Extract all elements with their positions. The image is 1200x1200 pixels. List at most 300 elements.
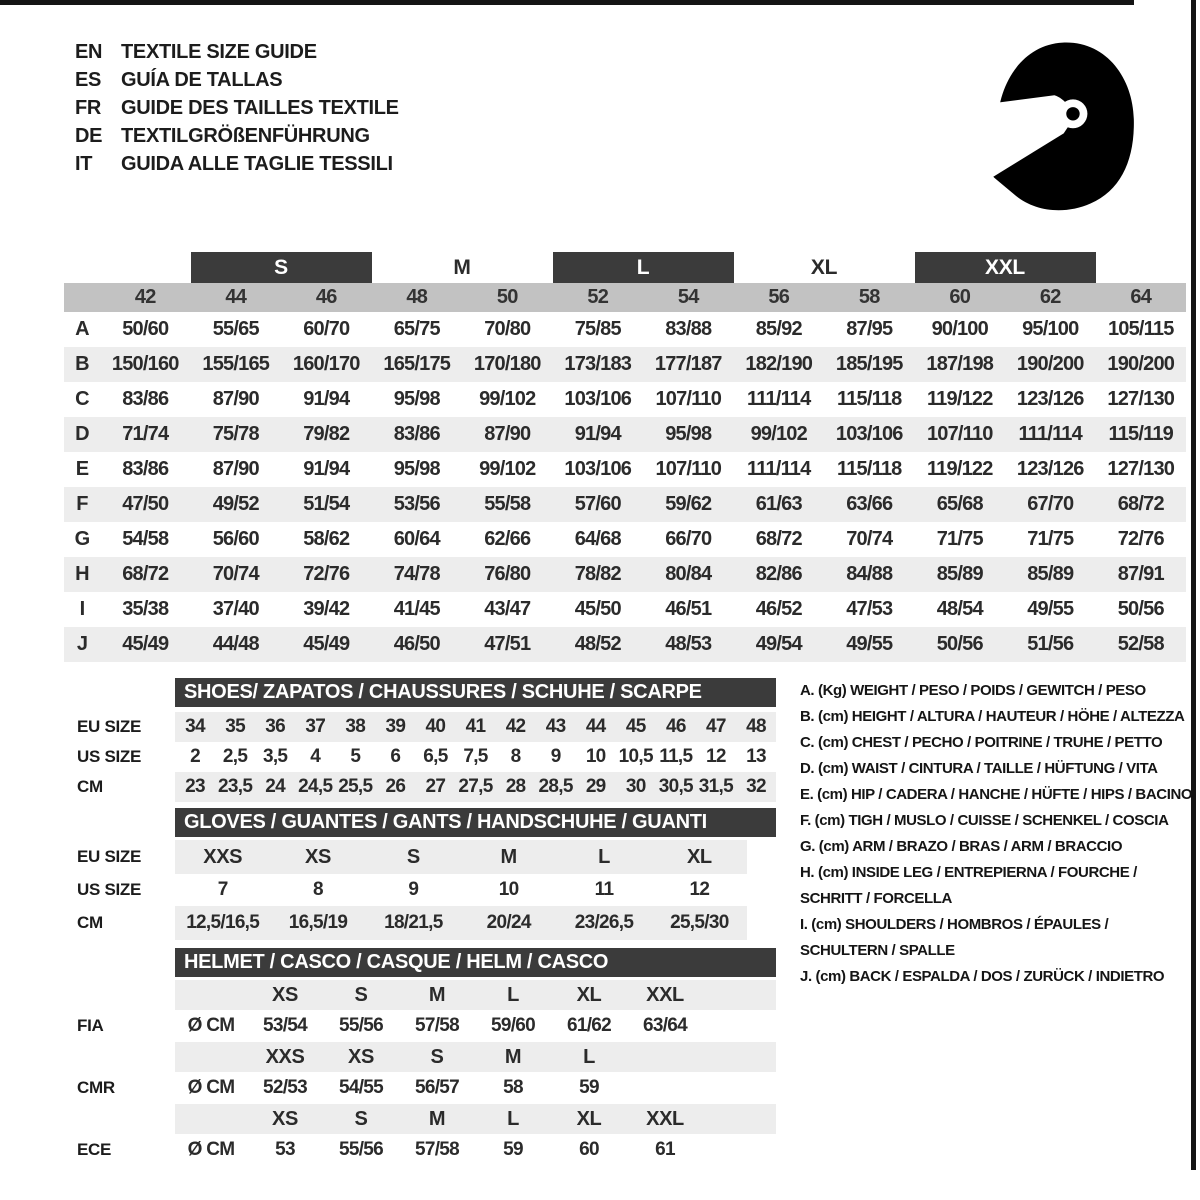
measurement-row-I	[64, 592, 1186, 627]
row-letter: G	[74, 528, 90, 550]
size-value-cell: 127/130	[1107, 388, 1175, 410]
language-label: GUIDA ALLE TAGLIE TESSILI	[121, 153, 393, 175]
size-cell: 44	[585, 716, 606, 737]
size-value-cell: 87/90	[212, 458, 259, 480]
helmet-value-cell: 57/58	[414, 1139, 460, 1160]
size-value-cell: 50/60	[122, 318, 169, 340]
size-value-cell: 107/110	[926, 423, 993, 445]
gloves-title-bar: GLOVES / GUANTES / GANTS / HANDSCHUHE / GUANTI	[175, 808, 776, 837]
size-value-cell: 46/50	[393, 633, 440, 655]
size-value-cell: 173/183	[564, 353, 632, 375]
helmet-value-cell: 56/57	[414, 1077, 460, 1098]
size-value-cell: 95/100	[1022, 318, 1079, 340]
size-value-cell: 58/62	[303, 528, 350, 550]
measurement-row-D	[64, 417, 1186, 452]
size-value-cell: 107/110	[655, 458, 722, 480]
legend-line: G. (cm) ARM / BRAZO / BRAS / ARM / BRACCIO	[800, 838, 1123, 855]
language-code: EN	[75, 41, 103, 63]
size-value-cell: 123/126	[1016, 388, 1084, 410]
numeric-size-cell: 64	[1130, 286, 1152, 308]
shoes-us-label: US SIZE	[77, 747, 142, 766]
numeric-size-cell: 46	[315, 286, 337, 308]
size-group-s: S	[191, 252, 372, 283]
size-value-cell: 119/122	[926, 388, 993, 410]
size-value-cell: 103/106	[835, 423, 903, 445]
size-cell: L	[598, 845, 610, 868]
size-value-cell: 50/56	[936, 633, 983, 655]
legend-line: SCHULTERN / SPALLE	[800, 942, 955, 959]
size-cell: 3,5	[262, 746, 288, 767]
helmet-ece-sizes-row	[175, 1104, 776, 1134]
language-title-list	[75, 38, 399, 178]
row-letter: F	[76, 493, 88, 515]
numeric-size-cell: 42	[134, 286, 156, 308]
legend-line: D. (cm) WAIST / CINTURA / TAILLE / HÜFTUNG / VITA	[800, 760, 1158, 777]
size-value-cell: 71/75	[1027, 528, 1074, 550]
size-value-cell: 46/52	[755, 598, 802, 620]
gloves-eu-row	[175, 840, 747, 874]
size-value-cell: 47/51	[484, 633, 531, 655]
size-cell: 18/21,5	[384, 912, 443, 933]
size-value-cell: 56/60	[212, 528, 259, 550]
size-cell: 7	[217, 879, 228, 900]
size-cell: 38	[345, 716, 366, 737]
size-value-cell: 83/86	[122, 388, 169, 410]
size-value-cell: 45/49	[303, 633, 350, 655]
size-cell: 28,5	[538, 776, 573, 797]
size-cell: 11	[594, 879, 614, 900]
legend-line: E. (cm) HIP / CADERA / HANCHE / HÜFTE / HIPS / BACINO	[800, 786, 1193, 803]
size-cell: 2	[190, 746, 200, 767]
size-cell: 40	[425, 716, 446, 737]
size-value-cell: 59/62	[665, 493, 712, 515]
size-cell: 24	[265, 776, 286, 797]
legend-line: F. (cm) TIGH / MUSLO / CUISSE / SCHENKEL / COSCIA	[800, 812, 1169, 829]
size-cell: 2,5	[222, 746, 248, 767]
helmet-fia-values-row	[175, 1010, 776, 1042]
size-value-cell: 60/70	[303, 318, 350, 340]
size-value-cell: 45/50	[574, 598, 621, 620]
size-value-cell: 80/84	[665, 563, 712, 585]
size-value-cell: 160/170	[292, 353, 360, 375]
language-row-es	[75, 66, 399, 94]
size-value-cell: 95/98	[393, 458, 440, 480]
size-value-cell: 107/110	[655, 388, 722, 410]
row-letter: D	[75, 423, 89, 445]
racing-helmet-icon	[975, 28, 1140, 214]
size-value-cell: 52/58	[1117, 633, 1164, 655]
numeric-size-cell: 54	[677, 286, 699, 308]
size-value-cell: 75/85	[574, 318, 621, 340]
size-value-cell: 48/54	[936, 598, 983, 620]
size-value-cell: 85/92	[755, 318, 802, 340]
size-value-cell: 103/106	[564, 458, 632, 480]
size-value-cell: 51/54	[303, 493, 350, 515]
helmet-value-cell: 60	[579, 1139, 599, 1160]
size-value-cell: 105/115	[1107, 318, 1174, 340]
size-value-cell: 165/175	[383, 353, 451, 375]
size-cell: 6,5	[423, 746, 448, 767]
size-cell: XS	[305, 845, 331, 868]
row-letter: A	[75, 318, 89, 340]
helmet-value-cell: 53/54	[262, 1015, 308, 1036]
size-value-cell: 68/72	[122, 563, 169, 585]
size-value-cell: 70/74	[212, 563, 259, 585]
gloves-eu-label: EU SIZE	[77, 847, 142, 866]
size-cell: 12	[706, 746, 726, 767]
size-value-cell: 68/72	[1117, 493, 1164, 515]
size-value-cell: 43/47	[484, 598, 531, 620]
size-group-row	[64, 252, 1186, 283]
size-cell: 47	[706, 716, 726, 737]
numeric-size-cell: 58	[858, 286, 880, 308]
size-cell: 23/26,5	[574, 912, 634, 933]
numeric-size-cell: 44	[225, 286, 247, 308]
size-value-cell: 91/94	[303, 458, 350, 480]
right-edge-artifact	[1191, 0, 1196, 1170]
language-label: TEXTILGRÖßENFÜHRUNG	[121, 125, 370, 147]
size-cell: 27,5	[458, 776, 493, 797]
size-value-cell: 64/68	[574, 528, 621, 550]
size-value-cell: 111/114	[747, 388, 811, 410]
row-letter: H	[75, 563, 89, 585]
size-cell: 5	[350, 746, 361, 767]
size-value-cell: 99/102	[479, 458, 536, 480]
size-group-m: M	[453, 255, 471, 279]
gloves-cm-row	[175, 906, 747, 940]
size-value-cell: 83/88	[665, 318, 712, 340]
size-value-cell: 87/90	[212, 388, 259, 410]
size-value-cell: 91/94	[303, 388, 350, 410]
size-cell: 28	[505, 776, 526, 797]
row-letter: E	[75, 458, 89, 480]
size-value-cell: 190/200	[1107, 353, 1175, 375]
size-value-cell: 35/38	[122, 598, 169, 620]
language-code: FR	[75, 97, 102, 119]
size-value-cell: 95/98	[665, 423, 712, 445]
helmet-value-cell: 58	[503, 1077, 523, 1098]
size-value-cell: 99/102	[750, 423, 807, 445]
size-cell: 42	[505, 716, 526, 737]
size-cell: 10,5	[618, 746, 653, 767]
size-value-cell: 68/72	[755, 528, 802, 550]
size-cell: 9	[408, 879, 419, 900]
size-value-cell: 44/48	[212, 633, 259, 655]
row-letter: J	[76, 633, 88, 655]
helmet-value-cell: 59/60	[490, 1015, 536, 1036]
legend-line: B. (cm) HEIGHT / ALTURA / HAUTEUR / HÖHE / ALTEZZA	[800, 708, 1185, 725]
size-value-cell: 115/118	[837, 388, 902, 410]
size-value-cell: 95/98	[393, 388, 440, 410]
size-cell: 30	[625, 776, 646, 797]
language-row-en	[75, 38, 399, 66]
numeric-size-cell: 62	[1039, 286, 1061, 308]
helmet-size-cell: L	[583, 1045, 595, 1068]
size-cell: 37	[305, 716, 326, 737]
size-value-cell: 39/42	[303, 598, 350, 620]
size-value-cell: 70/74	[846, 528, 893, 550]
row-letter: I	[79, 598, 85, 620]
measurement-row-B	[64, 347, 1186, 382]
helmet-fia-label: FIA	[77, 1016, 104, 1035]
size-value-cell: 55/65	[212, 318, 259, 340]
size-value-cell: 111/114	[1018, 423, 1082, 445]
size-value-cell: 49/54	[755, 633, 802, 655]
helmet-ece-label: ECE	[77, 1140, 112, 1159]
helmet-size-cell: L	[507, 983, 519, 1006]
helmet-value-cell: 59	[503, 1139, 523, 1160]
size-cell: 24,5	[298, 776, 333, 797]
size-value-cell: 78/82	[574, 563, 621, 585]
size-value-cell: 115/118	[837, 458, 902, 480]
measurement-row-J	[64, 627, 1186, 662]
size-value-cell: 83/86	[393, 423, 440, 445]
helmet-size-cell: XXL	[646, 1107, 684, 1130]
language-label: GUÍA DE TALLAS	[121, 69, 283, 91]
measurement-row-H	[64, 557, 1186, 592]
helmet-size-cell: XS	[272, 1107, 298, 1130]
shoes-cm-label: CM	[77, 777, 103, 796]
language-row-fr	[75, 94, 399, 122]
size-cell: 48	[746, 716, 766, 737]
size-value-cell: 111/114	[747, 458, 811, 480]
gloves-us-label: US SIZE	[77, 880, 142, 899]
numeric-size-cell: 50	[496, 286, 518, 308]
language-row-it	[75, 150, 399, 178]
size-value-cell: 150/160	[111, 353, 179, 375]
size-value-cell: 91/94	[574, 423, 621, 445]
size-cell: 20/24	[486, 912, 531, 933]
size-value-cell: 54/58	[122, 528, 169, 550]
size-value-cell: 79/82	[303, 423, 350, 445]
size-cell: 34	[185, 716, 205, 737]
helmet-value-cell: 61	[655, 1139, 675, 1160]
size-cell: 23,5	[218, 776, 253, 797]
size-cell: 43	[545, 716, 566, 737]
language-row-de	[75, 122, 399, 150]
numeric-size-cell: 48	[406, 286, 428, 308]
helmet-value-cell: 55/56	[338, 1015, 384, 1036]
size-value-cell: 47/50	[122, 493, 169, 515]
helmet-value-cell: 55/56	[338, 1139, 384, 1160]
helmet-value-cell: 52/53	[262, 1077, 308, 1098]
size-value-cell: 177/187	[654, 353, 722, 375]
helmet-size-cell: S	[430, 1045, 444, 1068]
size-value-cell: 84/88	[846, 563, 893, 585]
size-value-cell: 127/130	[1107, 458, 1175, 480]
size-group-l: L	[553, 252, 734, 283]
size-value-cell: 53/56	[393, 493, 440, 515]
size-group-xl: XL	[810, 255, 838, 279]
helmet-value-cell: 59	[579, 1077, 599, 1098]
textile-size-table	[64, 252, 1186, 662]
size-cell: 41	[465, 716, 486, 737]
size-cell: 9	[550, 746, 561, 767]
helmet-size-cell: XL	[576, 983, 602, 1006]
size-value-cell: 65/75	[393, 318, 440, 340]
size-value-cell: 155/165	[202, 353, 270, 375]
size-value-cell: 85/89	[1027, 563, 1074, 585]
helmet-ece-values-row	[175, 1134, 776, 1166]
size-value-cell: 55/58	[484, 493, 531, 515]
numeric-size-cell: 56	[768, 286, 790, 308]
size-value-cell: 75/78	[212, 423, 259, 445]
measurement-legend	[800, 678, 1192, 990]
size-value-cell: 51/56	[1027, 633, 1074, 655]
size-value-cell: 119/122	[926, 458, 993, 480]
size-cell: 12	[689, 879, 710, 900]
helmet-size-cell: M	[504, 1045, 522, 1068]
numeric-size-row	[64, 283, 1186, 312]
size-cell: 13	[746, 746, 766, 767]
size-value-cell: 83/86	[122, 458, 169, 480]
helmet-fia-sizes-row	[175, 980, 776, 1010]
measurement-row-E	[64, 452, 1186, 487]
helmet-cmr-label: CMR	[77, 1078, 115, 1097]
size-value-cell: 72/76	[303, 563, 350, 585]
helmet-size-cell: XS	[348, 1045, 374, 1068]
size-cell: 39	[385, 716, 406, 737]
helmet-value-cell: 63/64	[642, 1015, 688, 1036]
gloves-us-row	[175, 874, 747, 906]
size-cell: 6	[390, 746, 401, 767]
size-value-cell: 103/106	[564, 388, 632, 410]
size-cell: XL	[686, 845, 712, 868]
measurement-row-F	[64, 487, 1186, 522]
helmet-size-cell: S	[354, 983, 368, 1006]
size-value-cell: 57/60	[574, 493, 621, 515]
helmet-title-bar: HELMET / CASCO / CASQUE / HELM / CASCO	[175, 948, 776, 977]
language-code: IT	[75, 153, 93, 175]
helmet-value-cell: 53	[275, 1139, 295, 1160]
size-cell: S	[406, 845, 420, 868]
size-value-cell: 82/86	[755, 563, 802, 585]
shoes-cm-row	[175, 772, 776, 802]
size-cell: 16,5/19	[288, 912, 348, 933]
language-label: TEXTILE SIZE GUIDE	[121, 41, 317, 63]
size-value-cell: 47/53	[846, 598, 893, 620]
legend-line: I. (cm) SHOULDERS / HOMBROS / ÉPAULES /	[800, 916, 1109, 933]
size-value-cell: 115/119	[1108, 423, 1173, 445]
size-value-cell: 45/49	[122, 633, 169, 655]
size-value-cell: 63/66	[846, 493, 893, 515]
size-cell: 23	[185, 776, 205, 797]
language-label: GUIDE DES TAILLES TEXTILE	[121, 97, 399, 119]
row-letter: C	[75, 388, 89, 410]
top-edge-artifact	[0, 0, 1134, 5]
size-cell: 36	[265, 716, 286, 737]
size-value-cell: 87/91	[1117, 563, 1164, 585]
size-value-cell: 48/52	[574, 633, 621, 655]
measurement-row-G	[64, 522, 1186, 557]
helmet-size-cell: L	[507, 1107, 519, 1130]
size-cell: 7,5	[463, 746, 488, 767]
language-code: DE	[75, 125, 103, 147]
helmet-size-cell: S	[354, 1107, 368, 1130]
shoes-eu-row	[175, 712, 776, 742]
helmet-size-cell: XXL	[646, 983, 684, 1006]
size-cell: 4	[310, 746, 321, 767]
numeric-size-cell: 60	[949, 286, 971, 308]
size-value-cell: 67/70	[1027, 493, 1074, 515]
measurement-row-C	[64, 382, 1186, 417]
shoes-eu-label: EU SIZE	[77, 717, 142, 736]
size-value-cell: 61/63	[755, 493, 802, 515]
helmet-size-cell: XS	[272, 983, 298, 1006]
size-value-cell: 72/76	[1117, 528, 1164, 550]
helmet-size-cell: M	[428, 983, 446, 1006]
size-cell: 29	[585, 776, 606, 797]
size-cell: 12,5/16,5	[186, 912, 260, 933]
size-value-cell: 85/89	[936, 563, 983, 585]
size-value-cell: 87/90	[484, 423, 531, 445]
size-value-cell: 190/200	[1016, 353, 1084, 375]
legend-line: A. (Kg) WEIGHT / PESO / POIDS / GEWITCH / PESO	[800, 682, 1146, 699]
size-value-cell: 185/195	[835, 353, 903, 375]
helmet-value-cell: 54/55	[338, 1077, 384, 1098]
legend-line: C. (cm) CHEST / PECHO / POITRINE / TRUHE / PETTO	[800, 734, 1163, 751]
helmet-size-cell: XL	[576, 1107, 602, 1130]
legend-line: J. (cm) BACK / ESPALDA / DOS / ZURÜCK / INDIETRO	[800, 968, 1165, 985]
measurement-rows	[64, 312, 1186, 662]
size-cell: 32	[746, 776, 766, 797]
helmet-size-cell: M	[428, 1107, 446, 1130]
legend-line: SCHRITT / FORCELLA	[800, 890, 952, 907]
size-value-cell: 90/100	[931, 318, 988, 340]
size-cell: 10	[585, 746, 606, 767]
size-value-cell: 70/80	[484, 318, 531, 340]
size-cell: 46	[665, 716, 686, 737]
language-code: ES	[75, 69, 102, 91]
helmet-cmr-values-row	[175, 1072, 776, 1104]
size-cell: 8	[510, 746, 521, 767]
helmet-value-cell: 61/62	[566, 1015, 612, 1036]
size-cell: 27	[425, 776, 446, 797]
gloves-cm-label: CM	[77, 913, 103, 932]
size-value-cell: 170/180	[473, 353, 541, 375]
diameter-label: Ø CM	[187, 1015, 235, 1036]
size-cell: 10	[498, 879, 519, 900]
size-value-cell: 49/55	[846, 633, 893, 655]
row-letter: B	[75, 353, 89, 375]
size-cell: 26	[385, 776, 406, 797]
helmet-value-cell: 57/58	[414, 1015, 460, 1036]
size-value-cell: 99/102	[479, 388, 536, 410]
size-value-cell: 76/80	[484, 563, 531, 585]
size-value-cell: 62/66	[484, 528, 531, 550]
size-value-cell: 71/74	[122, 423, 169, 445]
size-cell: 35	[225, 716, 245, 737]
numeric-size-cell: 52	[587, 286, 609, 308]
size-group-xxl: XXL	[915, 252, 1096, 283]
size-cell: 45	[625, 716, 646, 737]
size-value-cell: 37/40	[212, 598, 259, 620]
diameter-label: Ø CM	[187, 1139, 235, 1160]
helmet-cmr-sizes-row	[175, 1042, 776, 1072]
shoes-title-bar: SHOES/ ZAPATOS / CHAUSSURES / SCHUHE / SCARPE	[175, 678, 776, 707]
size-value-cell: 49/52	[212, 493, 259, 515]
size-value-cell: 87/95	[846, 318, 893, 340]
measurement-row-A	[64, 312, 1186, 347]
size-value-cell: 48/53	[665, 633, 712, 655]
size-cell: 31,5	[698, 776, 733, 797]
diameter-label: Ø CM	[187, 1077, 235, 1098]
size-cell: XXS	[203, 845, 243, 868]
size-value-cell: 46/51	[665, 598, 712, 620]
size-cell: 25,5	[338, 776, 373, 797]
helmet-size-cell: XXS	[265, 1045, 305, 1068]
size-cell: 11,5	[659, 746, 693, 767]
